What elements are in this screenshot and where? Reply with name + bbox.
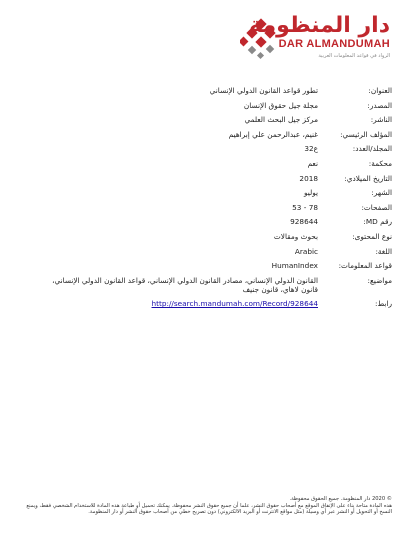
record-fields — [40, 86, 392, 314]
field-label: الشهر: — [371, 188, 392, 198]
field-label: محكمة: — [368, 158, 392, 168]
field-value: تطور قواعد القانون الدولي الإنساني — [209, 86, 318, 95]
field-value: بحوث ومقالات — [273, 231, 318, 241]
field-volume-issue — [40, 144, 392, 153]
field-md-number — [40, 217, 392, 226]
field-month — [40, 188, 392, 197]
field-value: مجلة جيل حقوق الإنسان — [243, 100, 318, 110]
field-label: رقم MD: — [363, 217, 392, 227]
field-subjects — [40, 276, 392, 294]
logo-english-text: DAR ALMANDUMAH — [278, 38, 390, 50]
field-label: الصفحات: — [361, 202, 392, 212]
field-label: المؤلف الرئيسي: — [340, 129, 392, 139]
field-year — [40, 174, 392, 183]
field-databases — [40, 261, 392, 270]
field-label: مواضيع: — [367, 275, 392, 285]
field-main-author — [40, 130, 392, 139]
record-link[interactable]: http://search.mandumah.com/Record/928644 — [151, 299, 318, 309]
field-label: التاريخ الميلادي: — [344, 173, 392, 183]
field-publisher — [40, 115, 392, 124]
field-title — [40, 86, 392, 95]
field-value: القانون الدولي الإنساني، مصادر القانون الدولي الإنساني، قواعد القانون الدولي الإنساني، قانون لاهاي، قانون جنيف — [52, 275, 318, 294]
field-label: اللغة: — [375, 246, 392, 256]
field-language — [40, 247, 392, 256]
logo-arabic-text: دار المنظومة — [249, 13, 390, 38]
field-value: غنيم، عبدالرحمن علي إبراهيم — [228, 129, 318, 139]
copyright-notice: هذه المادة متاحة بناء على الإتفاق الموقع مع أصحاب حقوق النشر، علما أن جميع حقوق النشر محفوظة. يمكنك تحميل أو طباعة هذه المادة للاستخدام الشخصي فقط، ويمنع النسخ أو التحويل أو النشر عبر أي وسيلة (مثل مواقع الانترنت أو البريد الالكتروني) دون تصريح خطي من أصحاب حقوق النشر أو دار المنظومة. — [26, 502, 392, 516]
field-link — [40, 299, 392, 308]
field-peer-reviewed — [40, 159, 392, 168]
copyright-footer — [26, 496, 392, 516]
copyright-line: © 2020 دار المنظومة. جميع الحقوق محفوظة. — [289, 496, 392, 502]
logo-tagline: الرواد في قواعد المعلومات العربية — [318, 53, 390, 59]
field-value: 928644 — [290, 217, 318, 227]
field-value: 53 - 78 — [292, 202, 318, 212]
field-label: العنوان: — [368, 86, 392, 95]
field-label: الناشر: — [370, 115, 392, 125]
field-value — [40, 299, 318, 308]
field-label: المجلد/العدد: — [352, 144, 392, 154]
field-label: قواعد المعلومات: — [338, 261, 392, 271]
field-value: يوليو — [304, 188, 318, 198]
field-label: رابط: — [375, 299, 392, 309]
field-value: Arabic — [294, 246, 318, 256]
field-source — [40, 101, 392, 110]
field-value: نعم — [307, 158, 318, 168]
field-content-type — [40, 232, 392, 241]
field-pages — [40, 203, 392, 212]
field-label: نوع المحتوى: — [352, 231, 392, 241]
field-value: ع32 — [304, 144, 318, 154]
field-value: 2018 — [299, 173, 318, 183]
field-value: HumanIndex — [271, 261, 318, 271]
field-value: مركز جيل البحث العلمي — [244, 115, 318, 125]
publisher-logo — [240, 14, 390, 64]
field-label: المصدر: — [367, 100, 392, 110]
